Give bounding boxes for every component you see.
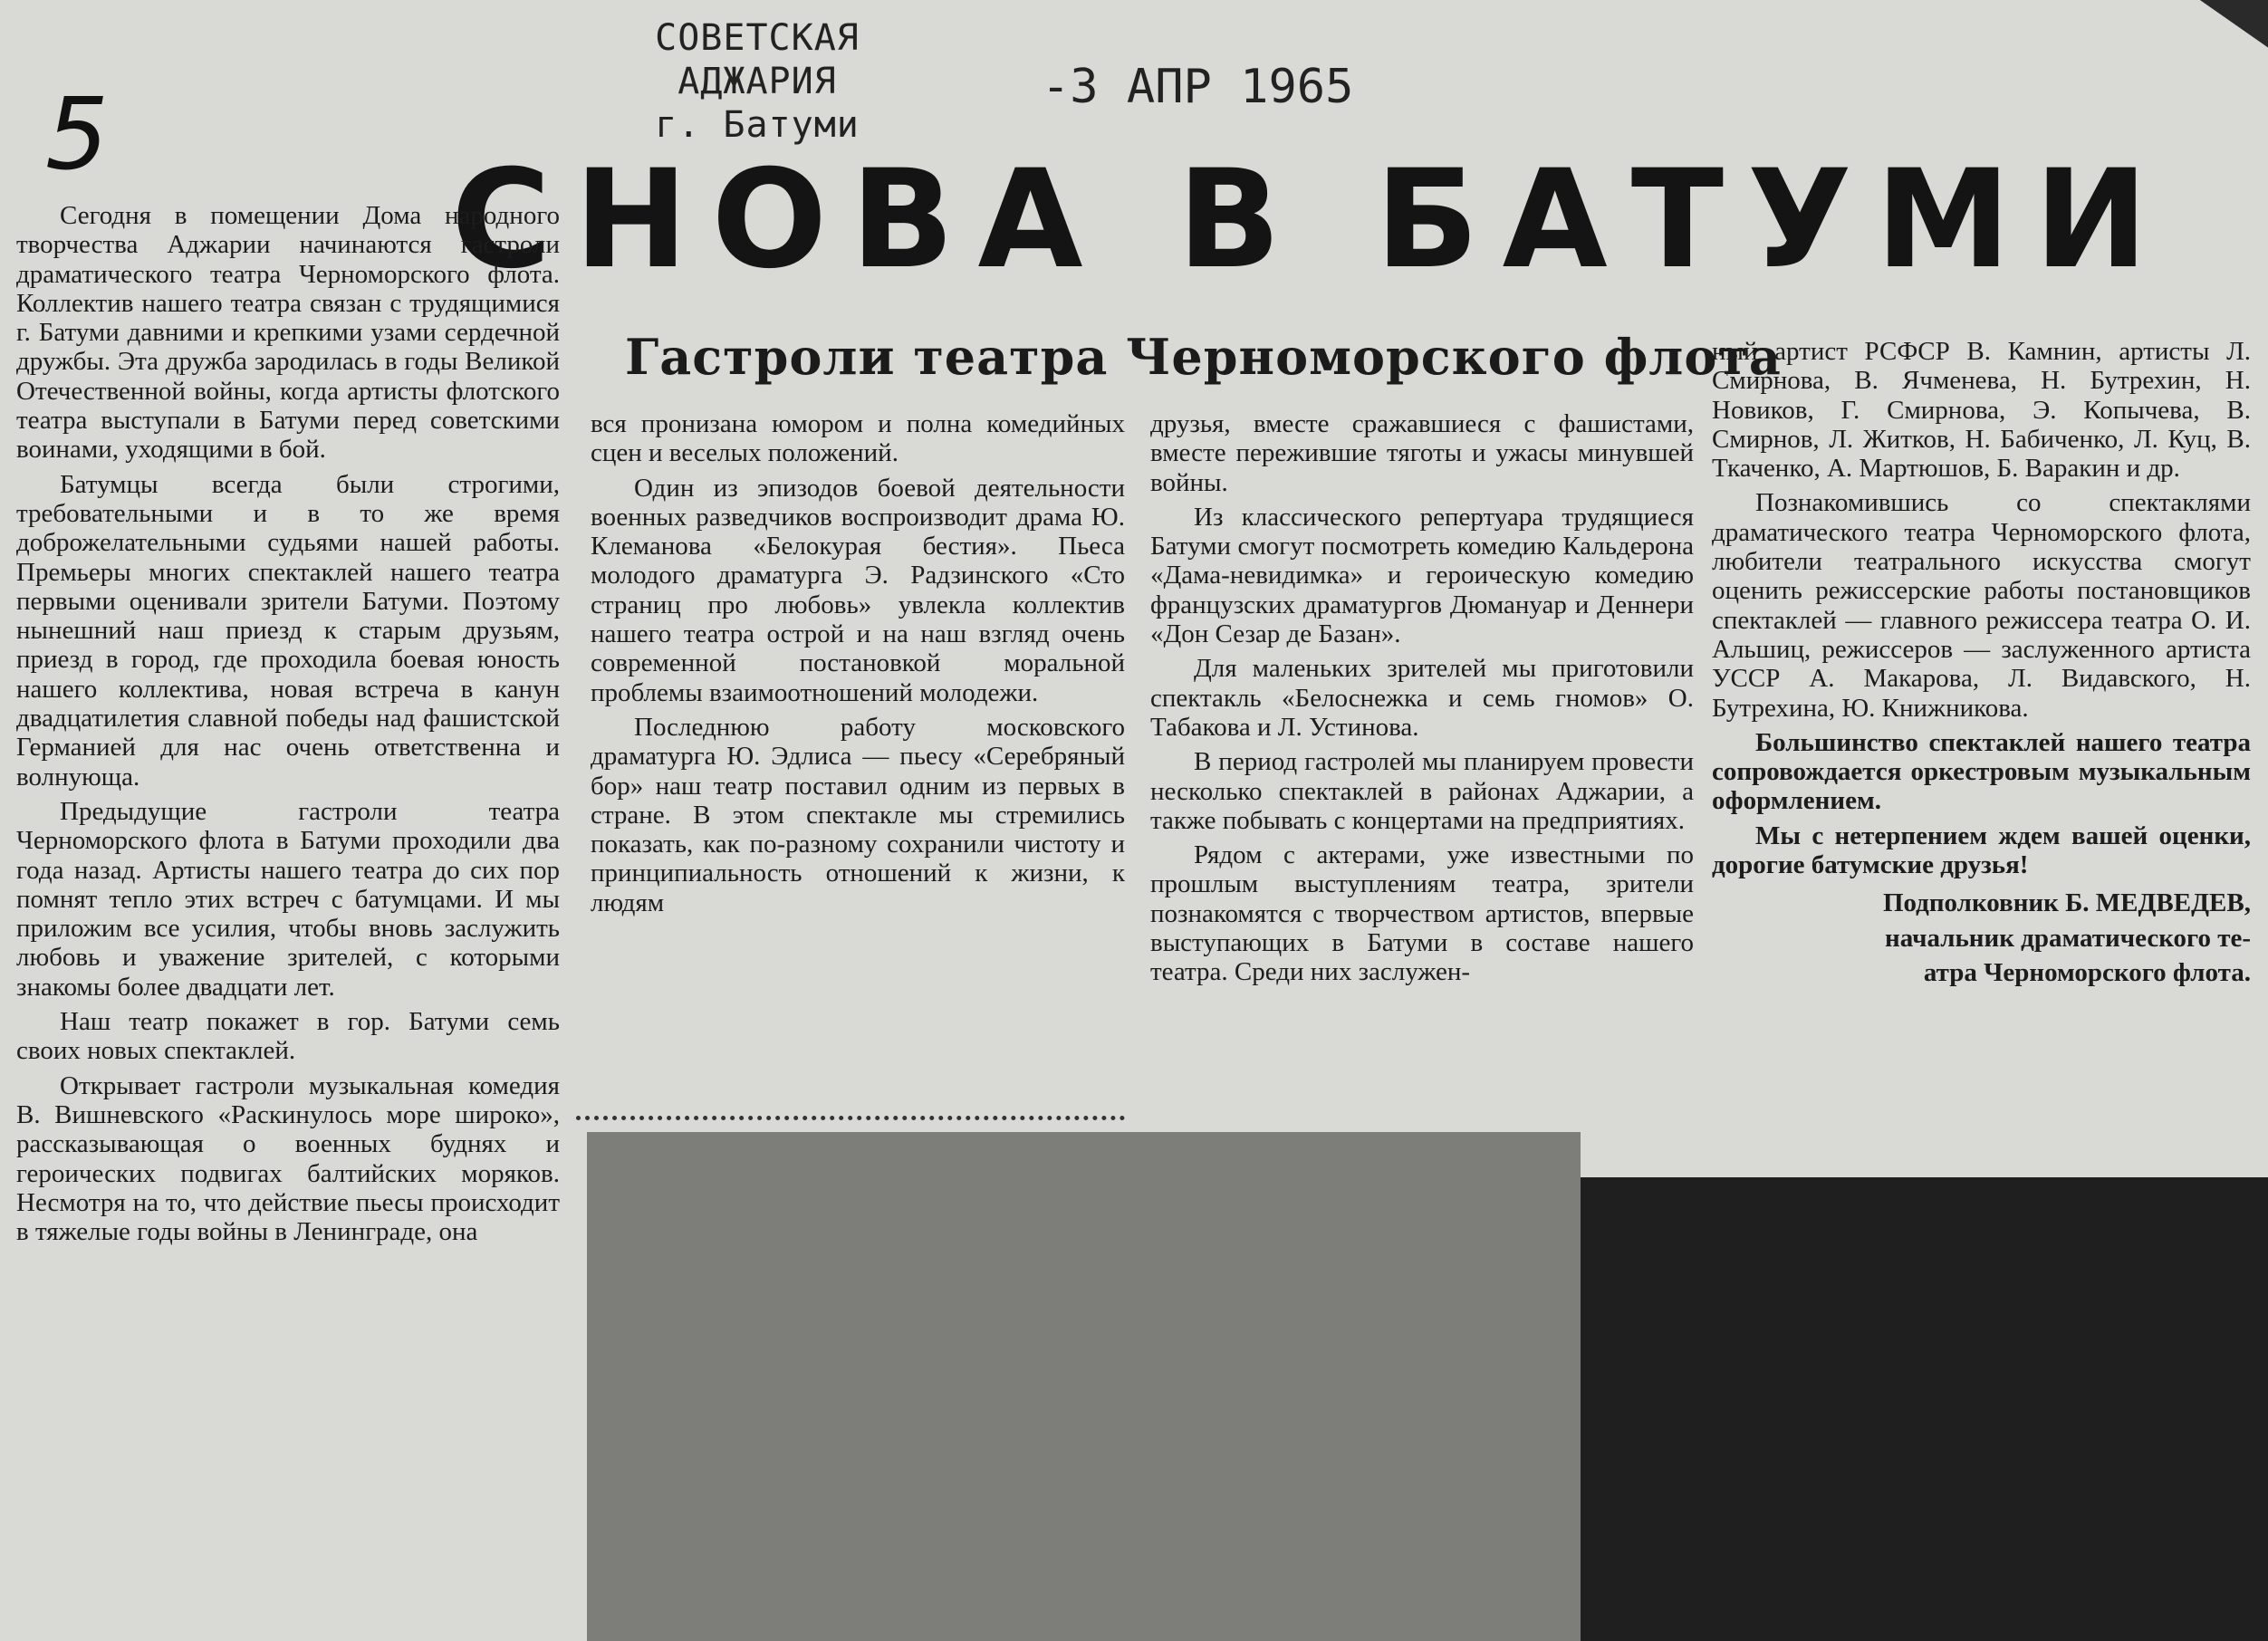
paragraph: В период гастролей мы планируем провести несколько спектаклей в районах Аджарии, а также побывать с концертами на предприятиях. — [1150, 747, 1694, 835]
signature-name: Подполковник Б. МЕДВЕДЕВ, — [1882, 888, 2251, 918]
paragraph: Сегодня в помещении Дома народного творчества Аджарии начинаются гастроли драматического театра Черноморского флота. Коллектив нашего театра связан с трудящимися г. Батуми давними и крепкими узами сердечной дружбы. Эта дружба зародилась в годы Великой Отечественной войны, когда артисты флотского театра выступали в Батуми перед советскими воинами, уходящими в бой. — [16, 201, 560, 465]
paragraph: Из классического репертуара трудящиеся Батуми смогут посмотреть комедию Кальдерона «Дама-невидимка» и героическую комедию французских драматургов Дюмануар и Деннери «Дон Сезар де Базан». — [1150, 502, 1694, 649]
stamp-date: -3 АПР 1965 — [1042, 60, 1354, 114]
paragraph: Наш театр покажет в гор. Батуми семь своих новых спектаклей. — [16, 1007, 560, 1066]
cut-line — [576, 1116, 1125, 1120]
paragraph: Последнюю работу московского драматурга Ю. Эдлиса — пьесу «Серебряный бор» наш театр поставил одним из первых в стране. В этом спектакле мы стремились показать, как по-разному сохранили чистоту и принципиальность отношений к жизни, к людям — [591, 712, 1125, 917]
paragraph: Рядом с актерами, уже известными по прошлым выступлениям театра, зрители познакомятся с творчеством артистов, впервые выступающих в Батуми в составе нашего театра. Среди них заслужен- — [1150, 840, 1694, 987]
signature — [1712, 888, 2251, 987]
paragraph: Мы с нетерпением ждем вашей оценки, дорогие батумские друзья! — [1712, 820, 2251, 880]
headline: СНОВА В БАТУМИ — [451, 141, 2172, 299]
article-column-4 — [1712, 337, 2251, 987]
article-column-2 — [591, 409, 1125, 917]
paragraph: Для маленьких зрителей мы приготовили спектакль «Белоснежка и семь гномов» О. Табакова и Л. Устинова. — [1150, 654, 1694, 742]
paragraph: Познакомившись со спектаклями драматического театра Черноморского флота, любители театрального искусства смогут оценить режиссерские работы постановщиков спектаклей — главного режиссера театра О. И. Альшиц, режиссеров — заслуженного артиста УССР А. Макарова, Л. Видавского, Н. Бутрехина, Ю. Книжникова. — [1712, 488, 2251, 723]
subtitle: Гастроли театра Черноморского флота — [625, 328, 1782, 386]
handwritten-number: 5 — [45, 76, 109, 192]
clipping-lower-left — [0, 1177, 587, 1641]
paragraph: Предыдущие гастроли театра Черноморского флота в Батуми проходили два года назад. Артисты нашего театра до сих пор помнят тепло этих встреч с батумцами. И мы приложим все усилия, чтобы вновь заслужить любовь и уважение зрителей, с которыми знакомы более двадцати лет. — [16, 796, 560, 1002]
stamp-city: г. Батуми — [655, 104, 860, 146]
paragraph: вся пронизана юмором и полна комедийных сцен и веселых положений. — [591, 409, 1125, 468]
paragraph: Большинство спектаклей нашего театра сопровождается оркестровым музыкальным оформлением. — [1712, 727, 2251, 816]
dark-background — [1581, 1177, 2268, 1641]
stamp-newspaper-name: СОВЕТСКАЯ АДЖАРИЯ — [655, 17, 860, 102]
signature-title: начальник драматического те- — [1885, 923, 2251, 953]
article-column-1 — [16, 201, 560, 1246]
article-column-3 — [1150, 409, 1694, 987]
newspaper-stamp — [576, 16, 938, 147]
paragraph: друзья, вместе сражавшиеся с фашистами, вместе пережившие тяготы и ужасы минувшей войны. — [1150, 409, 1694, 497]
paragraph: ный артист РСФСР В. Камнин, артисты Л. Смирнова, В. Ячменева, Н. Бутрехин, Н. Новиков, Г. Смирнова, Э. Копычева, В. Смирнов, Л. Житков, Н. Бабиченко, Л. Куц, В. Ткаченко, А. Мартюшов, Б. Варакин и др. — [1712, 337, 2251, 484]
paragraph: Открывает гастроли музыкальная комедия В. Вишневского «Раскинулось море широко», рассказывающая о военных буднях и героических подвигах балтийских моряков. Несмотря на то, что действие пьесы происходит в тяжелые годы войны в Ленинграде, она — [16, 1070, 560, 1247]
paragraph: Батумцы всегда были строгими, требовательными и в то же время доброжелательными судьями нашей работы. Премьеры многих спектаклей нашего театра первыми оценивали зрители Батуми. Поэтому нынешний наш приезд к старым друзьям, приезд в город, где проходила боевая юность нашего коллектива, новая встреча в канун двадцатилетия славной победы над фашистской Германией для нас очень ответственна и волнующа. — [16, 469, 560, 792]
background-card — [587, 1132, 1581, 1641]
paragraph: Один из эпизодов боевой деятельности военных разведчиков воспроизводит драма Ю. Клеманова «Белокурая бестия». Пьеса молодого драматурга Э. Радзинского «Сто страниц про любовь» увлекла коллектив нашего театра острой и на наш взгляд очень современной постановкой моральной проблемы взаимоотношений молодежи. — [591, 473, 1125, 707]
signature-title: атра Черноморского флота. — [1923, 957, 2251, 987]
